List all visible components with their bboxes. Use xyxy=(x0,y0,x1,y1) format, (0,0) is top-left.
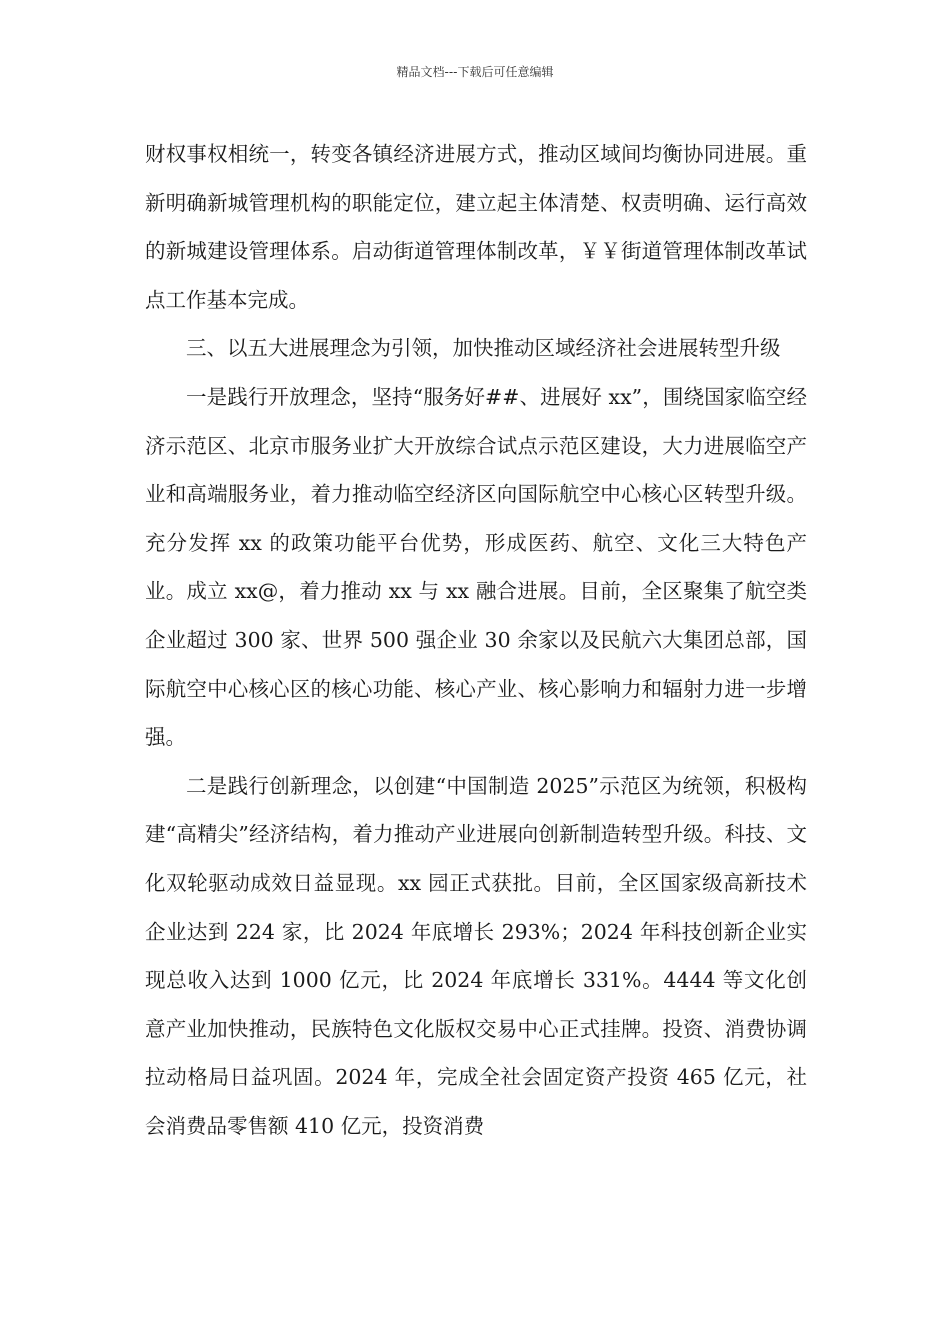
paragraph-reform-continuation: 财权事权相统一，转变各镇经济进展方式，推动区域间均衡协同进展。重新明确新城管理机构的职能定位，建立起主体清楚、权责明确、运行高效的新城建设管理体系。启动街道管理体制改革，￥￥街道管理体制改革试点工作基本完成。 xyxy=(145,142,807,312)
paragraph-innovation: 二是践行创新理念，以创建“中国制造 2025”示范区为统领，积极构建“高精尖”经济结构，着力推动产业进展向创新制造转型升级。科技、文化双轮驱动成效日益显现。xx 园正式获批。目前，全区国家级高新技术企业达到 224 家，比 2024 年底增长 293%；2024 年科技创新企业实现总收入达到 1000 亿元，比 2024 年底增长 331%。4444 等文化创意产业加快推动，民族特色文化版权交易中心正式挂牌。投资、消费协调拉动格局日益巩固。2024 年，完成全社会固定资产投资 465 亿元，社会消费品零售额 410 亿元，投资消费 xyxy=(145,773,807,1138)
document-body xyxy=(145,130,807,1150)
page-header: 精品文档---下载后可任意编辑 xyxy=(396,65,554,79)
paragraph-openness: 一是践行开放理念，坚持“服务好##、进展好 xx”，围绕国家临空经济示范区、北京市服务业扩大开放综合试点示范区建设，大力进展临空产业和高端服务业，着力推动临空经济区向国际航空中心核心区转型升级。充分发挥 xx 的政策功能平台优势，形成医药、航空、文化三大特色产业。成立 xx@，着力推动 xx 与 xx 融合进展。目前，全区聚集了航空类企业超过 300 家、世界 500 强企业 30 余家以及民航六大集团总部，国际航空中心核心区的核心功能、核心产业、核心影响力和辐射力进一步增强。 xyxy=(145,384,807,750)
section-heading-three: 三、以五大进展理念为引领，加快推动区域经济社会进展转型升级 xyxy=(186,336,781,361)
